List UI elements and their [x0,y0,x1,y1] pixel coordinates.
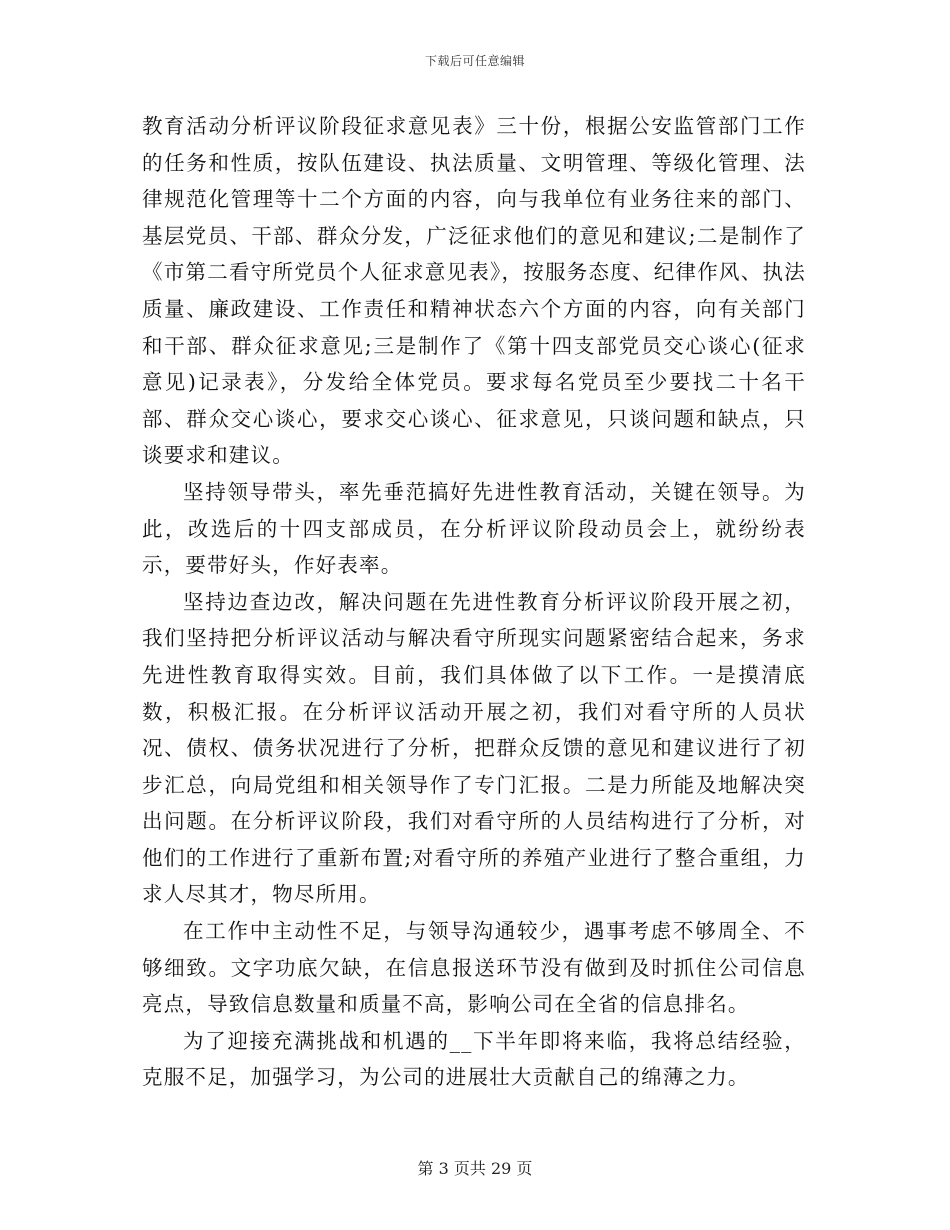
page-header: 下载后可任意编辑 [424,54,525,68]
paragraph-rectification: 坚持边查边改，解决问题在先进性教育分析评议阶段开展之初，我们坚持把分析评议活动与解决看守所现实问题紧密结合起来，务求先进性教育取得实效。目前，我们具体做了以下工作。一是摸清底数，积极汇报。在分析评议活动开展之初，我们对看守所的人员状况、债权、债务状况进行了分析，把群众反馈的意见和建议进行了初步汇总，向局党组和相关领导作了专门汇报。二是力所能及地解决突出问题。在分析评议阶段，我们对看守所的人员结构进行了分析，对他们的工作进行了重新布置;对看守所的养殖产业进行了整合重组，力求人尽其才，物尽所用。 [142,589,806,907]
page-number-footer: 第 3 页共 29 页 [417,1159,533,1178]
paragraph-continuation: 教育活动分析评议阶段征求意见表》三十份，根据公安监管部门工作的任务和性质，按队伍建设、执法质量、文明管理、等级化管理、法律规范化管理等十二个方面的内容，向与我单位有业务往来的部门、基层党员、干部、群众分发，广泛征求他们的意见和建议;二是制作了《市第二看守所党员个人征求意见表》，按服务态度、纪律作风、执法质量、廉政建设、工作责任和精神状态六个方面的内容，向有关部门和干部、群众征求意见;三是制作了《第十四支部党员交心谈心(征求意见)记录表》，分发给全体党员。要求每名党员至少要找二十名干部、群众交心谈心，要求交心谈心、征求意见，只谈问题和缺点，只谈要求和建议。 [142,114,806,468]
document-body [142,108,806,1096]
paragraph-outlook: 为了迎接充满挑战和机遇的__下半年即将来临，我将总结经验，克服不足，加强学习，为公司的进展壮大贡献自己的绵薄之力。 [142,1028,806,1090]
paragraph-leadership: 坚持领导带头，率先垂范搞好先进性教育活动，关键在领导。为此，改选后的十四支部成员，在分析评议阶段动员会上，就纷纷表示，要带好头，作好表率。 [142,479,806,578]
paragraph-shortcomings: 在工作中主动性不足，与领导沟通较少，遇事考虑不够周全、不够细致。文字功底欠缺，在信息报送环节没有做到及时抓住公司信息亮点，导致信息数量和质量不高，影响公司在全省的信息排名。 [142,919,806,1017]
